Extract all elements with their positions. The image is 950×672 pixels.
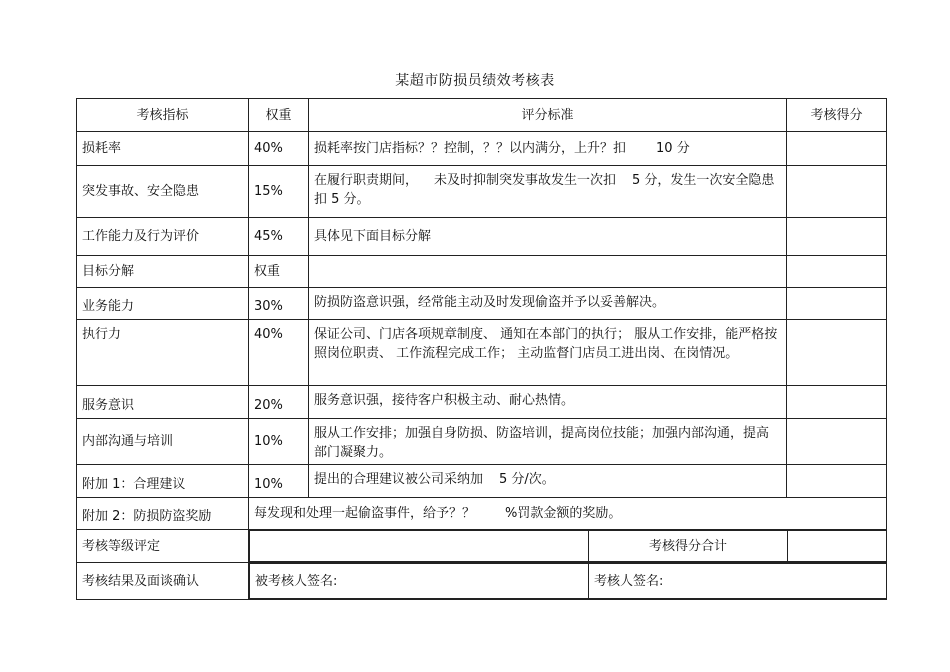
weight-cell: 20% bbox=[249, 386, 309, 419]
confirm-split bbox=[249, 563, 887, 600]
grade-label: 考核等级评定 bbox=[77, 530, 249, 563]
total-label: 考核得分合计 bbox=[589, 531, 788, 562]
standard-text: 损耗率按门店指标？？控制，？？以内满分，上升？扣 bbox=[314, 141, 627, 156]
indicator-cell: 内部沟通与培训 bbox=[77, 419, 249, 465]
standard-cell: 防损防盗意识强，经常能主动及时发现偷盗并予以妥善解决。 bbox=[309, 288, 787, 320]
table-row bbox=[77, 288, 887, 320]
table-row bbox=[77, 386, 887, 419]
table-row bbox=[77, 132, 887, 166]
standard-text: %罚款金额的奖励。 bbox=[505, 506, 622, 521]
weight-cell: 权重 bbox=[249, 256, 309, 288]
weight-cell: 45% bbox=[249, 218, 309, 256]
score-cell[interactable] bbox=[787, 465, 887, 498]
indicator-cell: 附加 1：合理建议 bbox=[77, 465, 249, 498]
indicator-cell: 业务能力 bbox=[77, 288, 249, 320]
score-cell[interactable] bbox=[787, 218, 887, 256]
standard-text: 每发现和处理一起偷盗事件，给予？？ bbox=[254, 506, 476, 521]
header-weight: 权重 bbox=[249, 99, 309, 132]
score-cell[interactable] bbox=[787, 132, 887, 166]
header-indicator: 考核指标 bbox=[77, 99, 249, 132]
confirm-row bbox=[77, 563, 887, 600]
indicator-cell: 服务意识 bbox=[77, 386, 249, 419]
indicator-cell: 损耗率 bbox=[77, 132, 249, 166]
standard-cell bbox=[309, 132, 787, 166]
standard-cell bbox=[309, 256, 787, 288]
score-cell[interactable] bbox=[787, 386, 887, 419]
indicator-cell: 执行力 bbox=[77, 320, 249, 386]
grade-split bbox=[249, 530, 887, 563]
indicator-cell: 附加 2：防损防盗奖励 bbox=[77, 498, 249, 530]
weight-cell: 40% bbox=[249, 320, 309, 386]
standard-text: 5 分/次。 bbox=[499, 472, 555, 487]
standard-text: 5 分，发生一次安全隐患扣 5 分。 bbox=[314, 173, 775, 207]
weight-cell: 10% bbox=[249, 419, 309, 465]
table-row bbox=[77, 218, 887, 256]
confirm-label: 考核结果及面谈确认 bbox=[77, 563, 249, 600]
header-standard: 评分标准 bbox=[309, 99, 787, 132]
score-cell[interactable] bbox=[787, 256, 887, 288]
grade-value-cell[interactable] bbox=[250, 531, 589, 562]
table-row bbox=[77, 419, 887, 465]
total-value-cell[interactable] bbox=[788, 531, 887, 562]
standard-cell bbox=[249, 498, 887, 530]
header-score: 考核得分 bbox=[787, 99, 887, 132]
standard-text: 在履行职责期间， bbox=[314, 173, 419, 188]
score-cell[interactable] bbox=[787, 166, 887, 218]
weight-cell: 30% bbox=[249, 288, 309, 320]
header-row bbox=[77, 99, 887, 132]
standard-cell bbox=[309, 166, 787, 218]
indicator-cell: 突发事故、安全隐患 bbox=[77, 166, 249, 218]
standard-text: 提出的合理建议被公司采纳加 bbox=[314, 472, 484, 487]
score-cell[interactable] bbox=[787, 419, 887, 465]
standard-cell bbox=[309, 465, 787, 498]
appraisal-table bbox=[76, 98, 887, 600]
confirm-split-table bbox=[249, 563, 887, 599]
standard-cell: 具体见下面目标分解 bbox=[309, 218, 787, 256]
indicator-cell: 工作能力及行为评价 bbox=[77, 218, 249, 256]
assessor-sign[interactable]: 考核人签名: bbox=[589, 564, 887, 599]
score-cell[interactable] bbox=[787, 320, 887, 386]
weight-cell: 40% bbox=[249, 132, 309, 166]
standard-text: 10 分 bbox=[656, 141, 690, 156]
table-row bbox=[77, 320, 887, 386]
standard-cell: 服务意识强，接待客户积极主动、耐心热情。 bbox=[309, 386, 787, 419]
indicator-cell: 目标分解 bbox=[77, 256, 249, 288]
standard-text: 未及时抑制突发事故发生一次扣 bbox=[434, 173, 617, 188]
standard-cell: 保证公司、门店各项规章制度、 通知在本部门的执行； 服从工作安排，能严格按照岗位职责、 工作流程完成工作； 主动监督门店员工进出岗、在岗情况。 bbox=[309, 320, 787, 386]
table-row bbox=[77, 256, 887, 288]
table-row bbox=[77, 498, 887, 530]
score-cell[interactable] bbox=[787, 288, 887, 320]
table-row bbox=[77, 465, 887, 498]
standard-cell: 服从工作安排；加强自身防损、防盗培训，提高岗位技能；加强内部沟通，提高部门凝聚力。 bbox=[309, 419, 787, 465]
table-row bbox=[77, 166, 887, 218]
weight-cell: 10% bbox=[249, 465, 309, 498]
weight-cell: 15% bbox=[249, 166, 309, 218]
grade-split-table bbox=[249, 530, 887, 562]
assessee-sign[interactable]: 被考核人签名: bbox=[250, 564, 589, 599]
page-title: 某超市防损员绩效考核表 bbox=[395, 73, 555, 89]
grade-row bbox=[77, 530, 887, 563]
